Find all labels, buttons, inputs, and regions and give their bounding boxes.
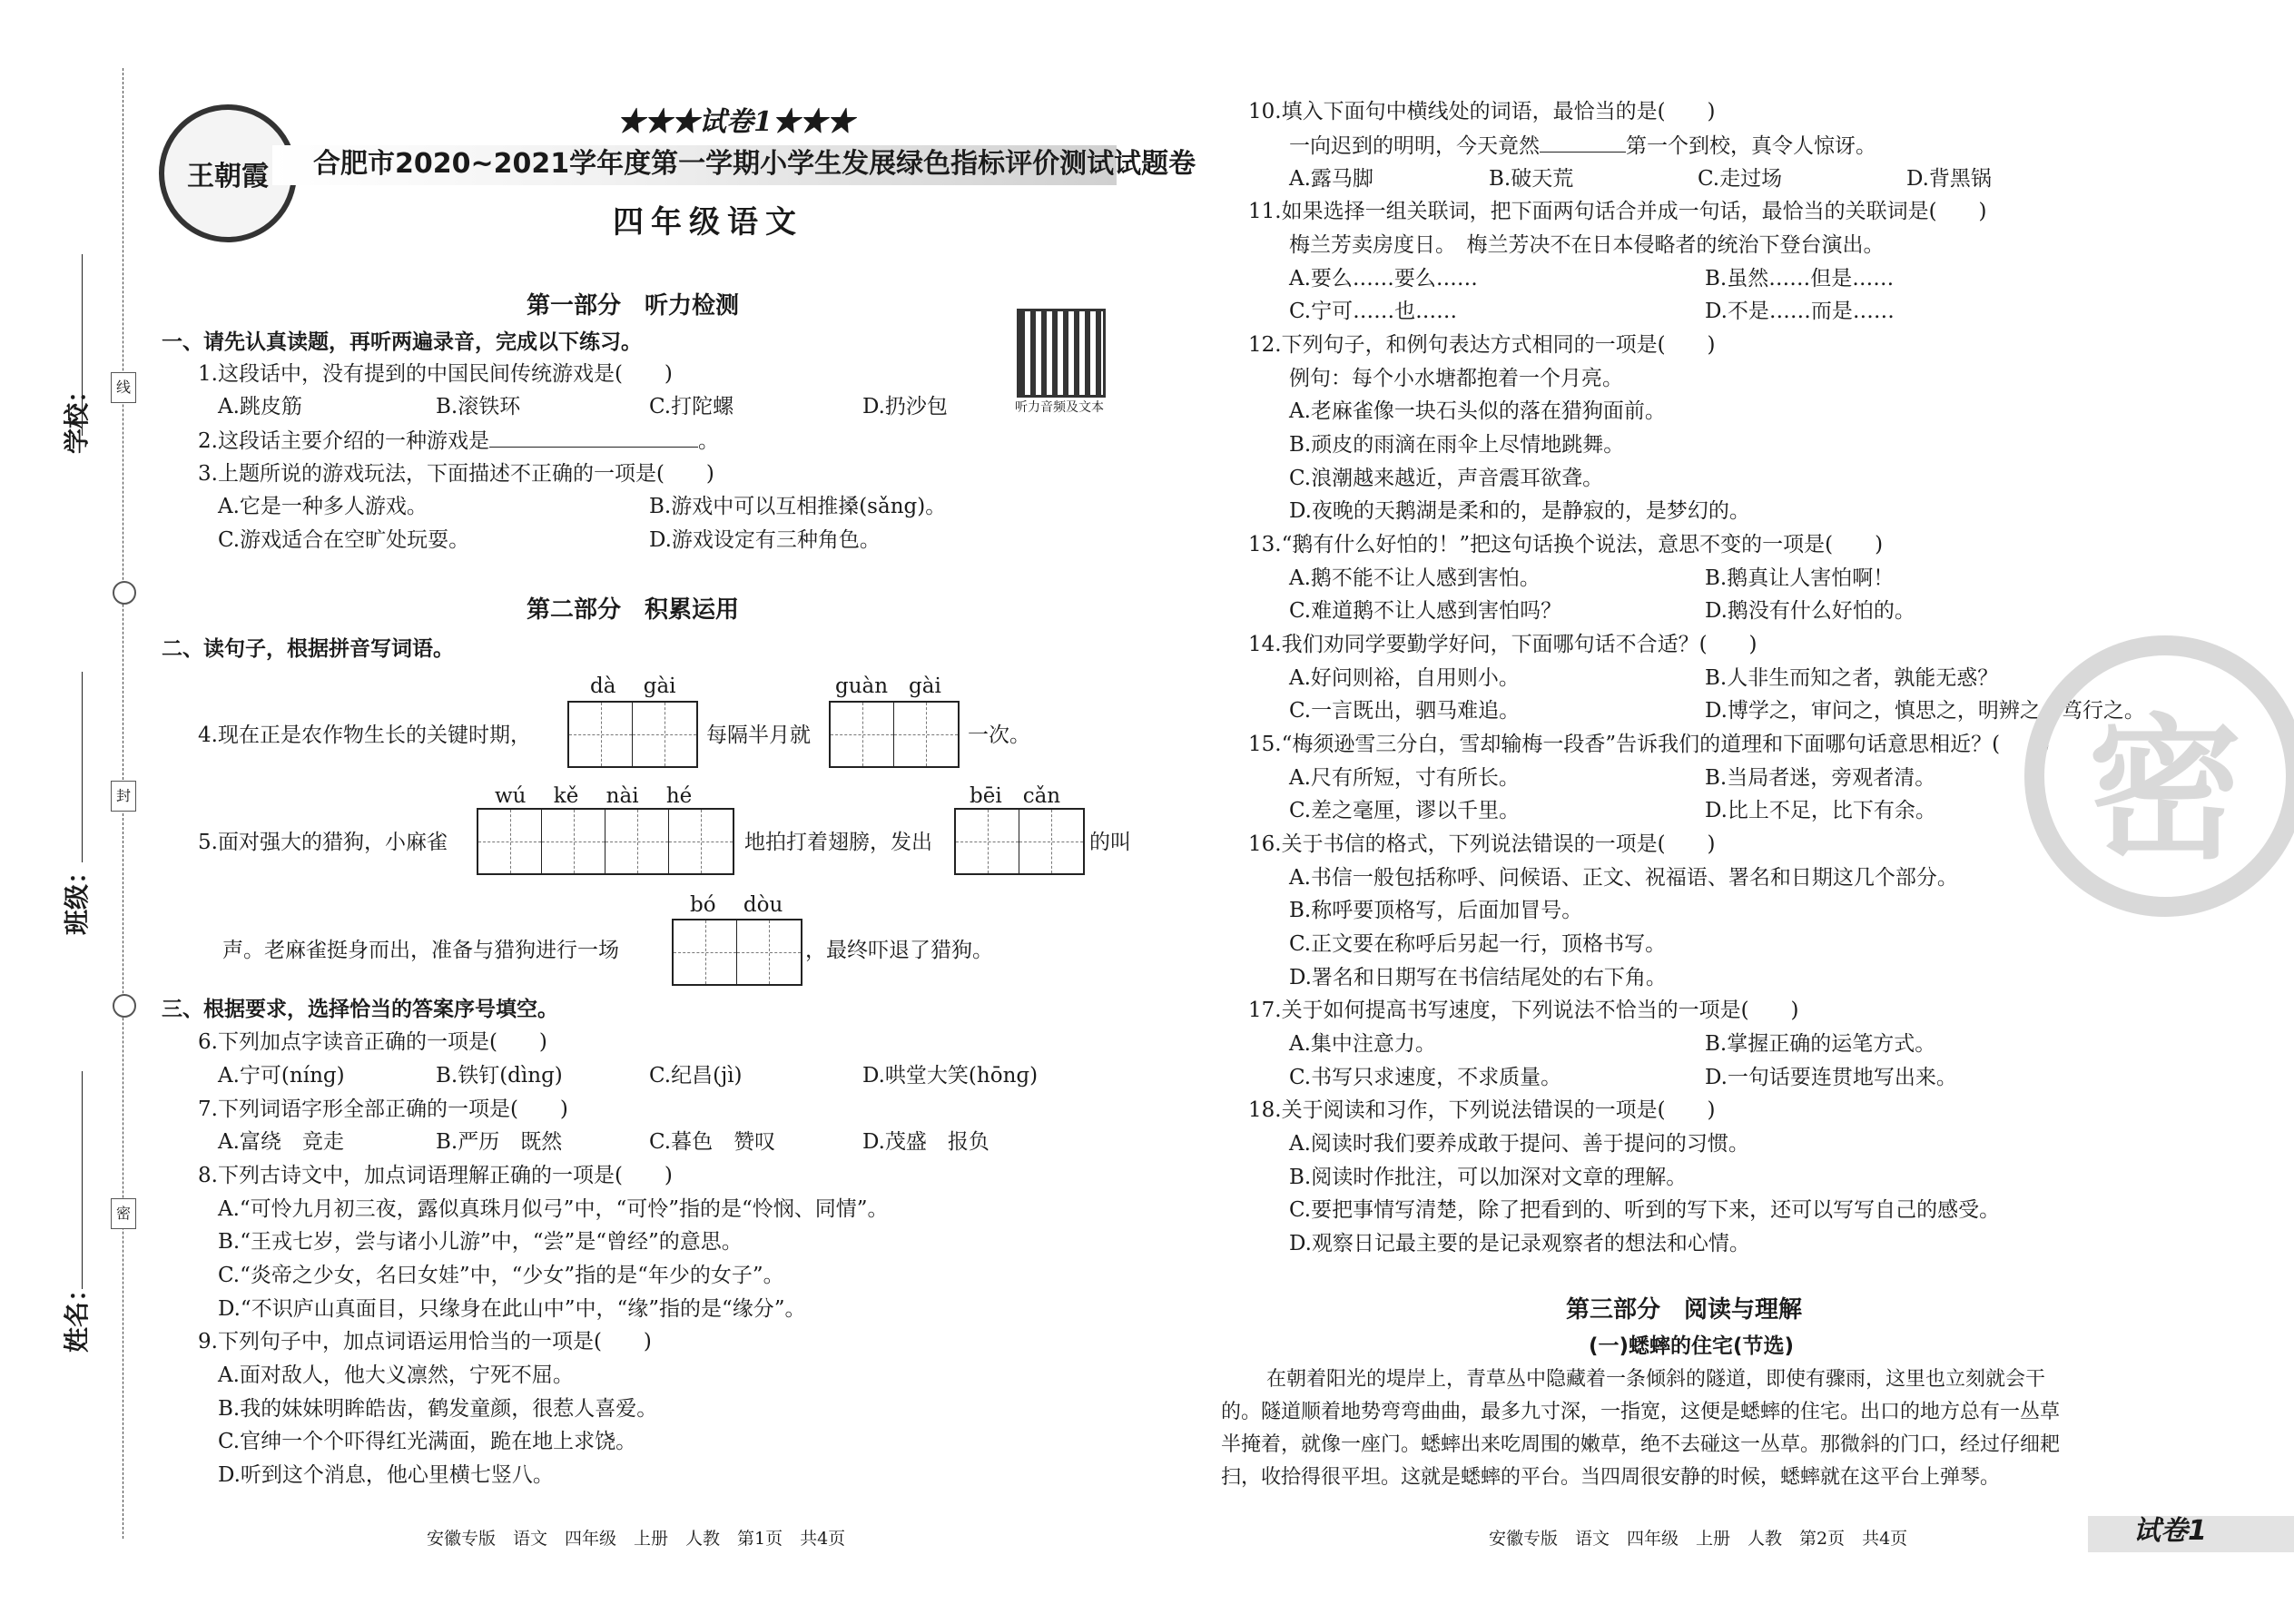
q1-option-c[interactable]: C.打陀螺 <box>649 395 734 418</box>
reading-title: (一)蟋蟀的住宅(节选) <box>1589 1334 1795 1358</box>
q15-option-b[interactable]: B.当局者迷，旁观者清。 <box>1705 766 1936 790</box>
q9-option-b[interactable]: B.我的妹妹明眸皓齿，鹤发童颜，很惹人喜爱。 <box>218 1397 658 1421</box>
q11-stem: 11.如果选择一组关联词，把下面两句话合并成一句话，最恰当的关联词是( ) <box>1248 200 1987 223</box>
q5-line2-post: ，最终吓退了猎狗。 <box>805 939 993 962</box>
q11-option-b[interactable]: B.虽然……但是…… <box>1705 267 1895 290</box>
q17-option-c[interactable]: C.书写只求速度，不求质量。 <box>1289 1066 1562 1089</box>
q15-option-a[interactable]: A.尺有所短，寸有所长。 <box>1289 766 1520 790</box>
q6-option-a[interactable]: A.宁可(nínɡ) <box>218 1064 345 1088</box>
q18-option-d[interactable]: D.观察日记最主要的是记录观察者的想法和心情。 <box>1289 1232 1750 1255</box>
q2-stem: 2.这段话主要介绍的一种游戏是 。 <box>198 427 719 455</box>
q1-option-d[interactable]: D.扔沙包 <box>862 395 948 418</box>
q13-stem: 13.“鹅有什么好怕的！”把这句话换个说法，意思不变的一项是( ) <box>1248 533 1884 556</box>
part1-title: 第一部分 听力检测 <box>527 292 740 320</box>
part3-title: 第三部分 阅读与理解 <box>1566 1296 1803 1324</box>
q14-option-a[interactable]: A.好问则裕，自用则小。 <box>1289 666 1520 690</box>
q17-option-d[interactable]: D.一句话要连贯地写出来。 <box>1705 1066 1957 1089</box>
q16-option-a[interactable]: A.书信一般包括称呼、问候语、正文、祝福语、署名和日期这几个部分。 <box>1289 866 1958 890</box>
pinyin-wukenaihe: wú kě nài hé <box>495 784 693 808</box>
binding-hole-icon <box>113 994 136 1018</box>
q9-option-d[interactable]: D.听到这个消息，他心里横七竖八。 <box>218 1463 554 1487</box>
q9-option-c[interactable]: C.官绅一个个吓得红光满面，跪在地上求饶。 <box>218 1430 637 1453</box>
q6-option-d[interactable]: D.哄堂大笑(hōnɡ) <box>862 1064 1039 1088</box>
q10-option-d[interactable]: D.背黑锅 <box>1906 167 1992 191</box>
name-field-line <box>82 1071 83 1289</box>
reading-line-3: 半掩着，就像一座门。蟋蟀出来吃周围的嫩草，绝不去碰这一丛草。那微斜的门口，经过仔细耙 <box>1221 1433 2061 1456</box>
q16-option-b[interactable]: B.称呼要顶格写，后面加冒号。 <box>1289 899 1583 922</box>
q7-stem: 7.下列词语字形全部正确的一项是( ) <box>198 1097 568 1121</box>
q3-option-b[interactable]: B.游戏中可以互相推搡(sǎng)。 <box>649 495 947 518</box>
footer-tag: 试卷1 <box>2133 1515 2207 1547</box>
q7-option-b[interactable]: B.严历 既然 <box>436 1130 563 1154</box>
q12-option-b[interactable]: B.顽皮的雨滴在雨伞上尽情地跳舞。 <box>1289 433 1625 457</box>
q6-stem: 6.下列加点字读音正确的一项是( ) <box>198 1030 547 1054</box>
reading-line-2: 的。隧道顺着地势弯弯曲曲，最多九寸深，一指宽，这便是蟋蟀的住宅。出口的地方总有一丛草 <box>1221 1401 2061 1423</box>
q8-option-c[interactable]: C.“炎帝之少女，名曰女娃”中，“少女”指的是“年少的女子”。 <box>218 1264 784 1287</box>
q4-text-pre: 4.现在正是农作物生长的关键时期， <box>198 723 531 747</box>
q18-stem: 18.关于阅读和习作，下列说法错误的一项是( ) <box>1248 1098 1716 1122</box>
q13-option-c[interactable]: C.难道鹅不让人感到害怕吗？ <box>1289 599 1562 623</box>
exam-title: 合肥市2020~2021学年度第一学期小学生发展绿色指标评价测试试题卷 <box>313 148 1196 180</box>
q18-option-b[interactable]: B.阅读时作批注，可以加深对文章的理解。 <box>1289 1166 1688 1189</box>
q4-text-post: 一次。 <box>968 723 1030 747</box>
q12-option-d[interactable]: D.夜晚的天鹅湖是柔和的，是静寂的，是梦幻的。 <box>1289 499 1750 523</box>
q8-option-b[interactable]: B.“王戎七岁，尝与诸小儿游”中，“尝”是“曾经”的意思。 <box>218 1230 743 1254</box>
q5-grid-wukenaihe[interactable] <box>477 808 734 875</box>
q3-option-a[interactable]: A.它是一种多人游戏。 <box>218 495 428 518</box>
series-label: ★★★试卷1★★★ <box>617 106 854 138</box>
class-field-line <box>82 672 83 862</box>
q18-option-a[interactable]: A.阅读时我们要养成敢于提问、善于提问的习惯。 <box>1289 1132 1749 1156</box>
q11-option-a[interactable]: A.要么……要么…… <box>1289 267 1478 290</box>
q11-option-d[interactable]: D.不是……而是…… <box>1705 300 1895 323</box>
pinyin-beican: bēi cǎn <box>970 784 1061 808</box>
school-label: 学校： <box>62 377 92 454</box>
q10-answer-blank[interactable] <box>1540 132 1626 153</box>
q16-option-c[interactable]: C.正文要在称呼后另起一行，顶格书写。 <box>1289 932 1667 956</box>
seal-line-char: 线 <box>111 372 136 403</box>
q15-stem: 15.“梅须逊雪三分白，雪却输梅一段香”告诉我们的道理和下面哪句话意思相近？( ) <box>1248 733 2051 756</box>
q1-stem: 1.这段话中，没有提到的中国民间传统游戏是( ) <box>198 362 673 386</box>
q5-grid-beican[interactable] <box>954 808 1085 875</box>
q9-option-a[interactable]: A.面对敌人，他大义凛然，宁死不屈。 <box>218 1363 574 1387</box>
q1-option-b[interactable]: B.滚铁环 <box>436 395 521 418</box>
q7-option-d[interactable]: D.茂盛 报负 <box>862 1130 989 1154</box>
q15-option-d[interactable]: D.比上不足，比下有余。 <box>1705 799 1936 822</box>
q16-stem: 16.关于书信的格式，下列说法错误的一项是( ) <box>1248 832 1716 856</box>
qr-code[interactable] <box>1017 309 1106 398</box>
q5-text-pre: 5.面对强大的猎狗，小麻雀 <box>198 831 448 854</box>
footer-left: 安徽专版 语文 四年级 上册 人教 第1页 共4页 <box>427 1529 846 1549</box>
reading-line-4: 扫，收拾得很平坦。这就是蟋蟀的平台。当四周很安静的时候，蟋蟀就在这平台上弹琴。 <box>1221 1466 2001 1489</box>
q12-stem: 12.下列句子，和例句表达方式相同的一项是( ) <box>1248 333 1716 357</box>
q18-option-c[interactable]: C.要把事情写清楚，除了把看到的、听到的写下来，还可以写写自己的感受。 <box>1289 1198 2001 1222</box>
q10-stem: 10.填入下面句中横线处的词语，最恰当的是( ) <box>1248 100 1716 123</box>
q8-option-d[interactable]: D.“不识庐山真面目，只缘身在此山中”中，“缘”指的是“缘分”。 <box>218 1297 806 1321</box>
q6-option-c[interactable]: C.纪昌(jì) <box>649 1064 743 1088</box>
section3-heading: 三、根据要求，选择恰当的答案序号填空。 <box>162 998 558 1021</box>
q15-option-c[interactable]: C.差之毫厘，谬以千里。 <box>1289 799 1521 822</box>
brand-logo: 王朝霞 <box>159 104 297 242</box>
section2-heading: 二、读句子，根据拼音写词语。 <box>162 637 454 661</box>
school-field-line <box>82 254 83 436</box>
pinyin-bodou: bó dòu <box>690 893 783 917</box>
q7-option-c[interactable]: C.暮色 赞叹 <box>649 1130 776 1154</box>
q10-option-b[interactable]: B.破天荒 <box>1489 167 1574 191</box>
q14-option-c[interactable]: C.一言既出，驷马难追。 <box>1289 699 1521 723</box>
seal-secret-char: 密 <box>111 1198 136 1229</box>
q10-option-a[interactable]: A.露马脚 <box>1289 167 1373 191</box>
q8-stem: 8.下列古诗文中，加点词语理解正确的一项是( ) <box>198 1164 673 1187</box>
qr-caption: 听力音频及文本 <box>1015 400 1104 415</box>
q5-grid-bodou[interactable] <box>672 919 802 986</box>
q3-option-c[interactable]: C.游戏适合在空旷处玩耍。 <box>218 528 470 552</box>
q7-option-a[interactable]: A.富绕 竞走 <box>218 1130 344 1154</box>
seal-seal-char: 封 <box>111 781 136 812</box>
q12-example: 例句：每个小水塘都抱着一个月亮。 <box>1289 367 1623 390</box>
q17-option-a[interactable]: A.集中注意力。 <box>1289 1032 1436 1056</box>
q10-sentence: 一向迟到的明明，今天竟然 第一个到校，真令人惊讶。 <box>1289 132 1876 160</box>
class-label: 班级： <box>62 858 92 935</box>
q8-option-a[interactable]: A.“可怜九月初三夜，露似真珠月似弓”中，“可怜”指的是“怜悯、同情”。 <box>218 1197 889 1221</box>
q6-option-b[interactable]: B.铁钉(dìnɡ) <box>436 1064 563 1088</box>
q2-answer-blank[interactable] <box>489 427 698 448</box>
q16-option-d[interactable]: D.署名和日期写在书信结尾处的右下角。 <box>1289 966 1667 989</box>
q10-option-c[interactable]: C.走过场 <box>1698 167 1783 191</box>
subject-title: 四年级语文 <box>613 204 803 241</box>
q13-option-a[interactable]: A.鹅不能不让人感到害怕。 <box>1289 566 1541 590</box>
q11-sentence: 梅兰芳卖房度日。 梅兰芳决不在日本侵略者的统治下登台演出。 <box>1289 233 1885 257</box>
q11-option-c[interactable]: C.宁可……也…… <box>1289 300 1458 323</box>
q17-option-b[interactable]: B.掌握正确的运笔方式。 <box>1705 1032 1936 1056</box>
binding-hole-icon <box>113 581 136 605</box>
section1-heading: 一、请先认真读题，再听两遍录音，完成以下练习。 <box>162 330 642 354</box>
secret-stamp-watermark: 密 <box>2024 635 2294 917</box>
q14-option-b[interactable]: B.人非生而知之者，孰能无惑？ <box>1705 666 1999 690</box>
q4-text-mid: 每隔半月就 <box>706 723 811 747</box>
q9-stem: 9.下列句子中，加点词语运用恰当的一项是( ) <box>198 1330 652 1353</box>
q5-text-post: 的叫 <box>1089 831 1131 854</box>
q14-option-d[interactable]: D.博学之，审问之，慎思之，明辨之，笃行之。 <box>1705 699 2145 723</box>
q3-stem: 3.上题所说的游戏玩法，下面描述不正确的一项是( ) <box>198 462 714 486</box>
pinyin-dagai: dà gài <box>590 674 676 698</box>
q13-option-b[interactable]: B.鹅真让人害怕啊！ <box>1705 566 1895 590</box>
name-label: 姓名： <box>62 1275 92 1353</box>
q13-option-d[interactable]: D.鹅没有什么好怕的。 <box>1705 599 1915 623</box>
q4-grid-dagai[interactable] <box>567 701 698 768</box>
footer-right: 安徽专版 语文 四年级 上册 人教 第2页 共4页 <box>1489 1529 1908 1549</box>
q1-option-a[interactable]: A.跳皮筋 <box>218 395 302 418</box>
q14-stem: 14.我们劝同学要勤学好问，下面哪句话不合适？( ) <box>1248 633 1757 656</box>
q4-grid-guangai[interactable] <box>829 701 960 768</box>
q3-option-d[interactable]: D.游戏设定有三种角色。 <box>649 528 881 552</box>
pinyin-guangai: guàn gài <box>835 674 941 698</box>
q17-stem: 17.关于如何提高书写速度，下列说法不恰当的一项是( ) <box>1248 999 1799 1022</box>
reading-line-1: 在朝着阳光的堤岸上，青草丛中隐藏着一条倾斜的隧道，即使有骤雨，这里也立刻就会干 <box>1266 1368 2046 1391</box>
q12-option-a[interactable]: A.老麻雀像一块石头似的落在猎狗面前。 <box>1289 399 1666 423</box>
q5-text-mid: 地拍打着翅膀，发出 <box>744 831 932 854</box>
q5-line2-pre: 声。老麻雀挺身而出，准备与猎狗进行一场 <box>222 939 619 962</box>
q12-option-c[interactable]: C.浪潮越来越近，声音震耳欲聋。 <box>1289 467 1604 490</box>
part2-title: 第二部分 积累运用 <box>527 596 740 624</box>
